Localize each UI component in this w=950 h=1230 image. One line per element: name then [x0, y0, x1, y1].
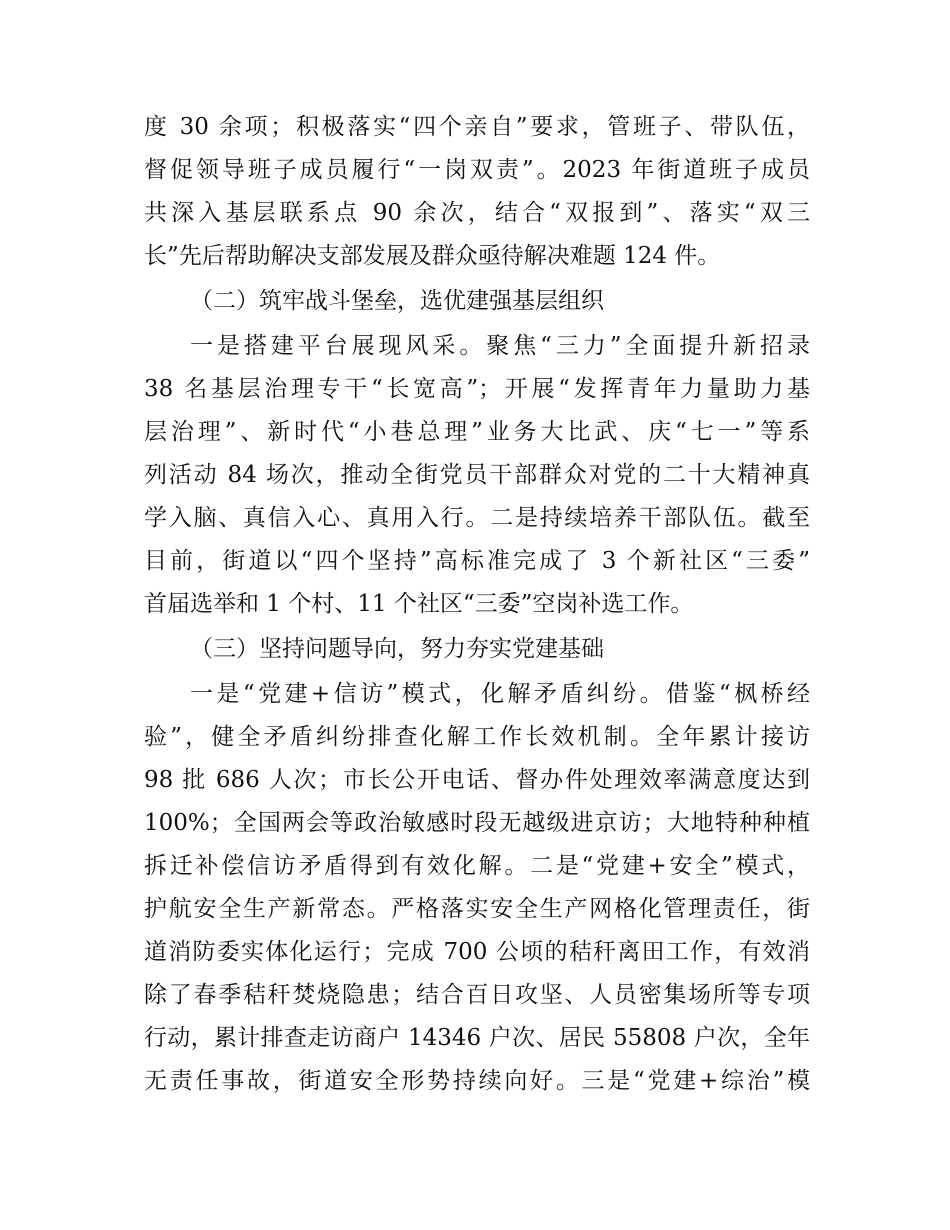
text-line: 38 名基层治理专干“长宽高”；开展“发挥青年力量助力基	[144, 376, 810, 402]
text-line: 度 30 余项；积极落实“四个亲自”要求，管班子、带队伍，	[144, 114, 810, 140]
section-heading-3: （三）坚持问题导向，努力夯实党建基础	[190, 636, 604, 662]
section-heading-2: （二）筑牢战斗堡垒，选优建强基层组织	[190, 288, 604, 314]
text-line: 长”先后帮助解决支部发展及群众亟待解决难题 124 件。	[144, 243, 721, 269]
text-line: 无责任事故，街道安全形势持续向好。三是“党建+综治”模	[144, 1068, 810, 1094]
text-line: 拆迁补偿信访矛盾得到有效化解。二是“党建+安全”模式，	[144, 853, 810, 879]
paragraph-first-line: 一是搭建平台展现风采。聚焦“三力”全面提升新招录	[190, 333, 810, 359]
text-line: 行动，累计排查走访商户 14346 户次、居民 55808 户次，全年	[144, 1025, 810, 1051]
text-line: 98 批 686 人次；市长公开电话、督办件处理效率满意度达到	[144, 767, 810, 793]
text-line: 100%；全国两会等政治敏感时段无越级进京访；大地特种种植	[144, 810, 810, 836]
text-line: 目前，街道以“四个坚持”高标准完成了 3 个新社区“三委”	[144, 548, 810, 574]
text-line: 督促领导班子成员履行“一岗双责”。2023 年街道班子成员	[144, 157, 810, 183]
text-line: 层治理”、新时代“小巷总理”业务大比武、庆“七一”等系	[144, 419, 810, 445]
text-line: 除了春季秸秆焚烧隐患；结合百日攻坚、人员密集场所等专项	[144, 982, 810, 1008]
paragraph-first-line: 一是“党建+信访”模式，化解矛盾纠纷。借鉴“枫桥经	[190, 681, 810, 707]
text-line: 护航安全生产新常态。严格落实安全生产网格化管理责任，街	[144, 896, 810, 922]
text-line: 首届选举和 1 个村、11 个社区“三委”空岗补选工作。	[144, 591, 694, 617]
text-line: 道消防委实体化运行；完成 700 公顷的秸秆离田工作，有效消	[144, 939, 810, 965]
text-line: 共深入基层联系点 90 余次，结合“双报到”、落实“双三	[144, 200, 810, 226]
text-line: 列活动 84 场次，推动全街党员干部群众对党的二十大精神真	[144, 462, 810, 488]
text-line: 验”，健全矛盾纠纷排查化解工作长效机制。全年累计接访	[144, 724, 810, 750]
text-line: 学入脑、真信入心、真用入行。二是持续培养干部队伍。截至	[144, 505, 810, 531]
